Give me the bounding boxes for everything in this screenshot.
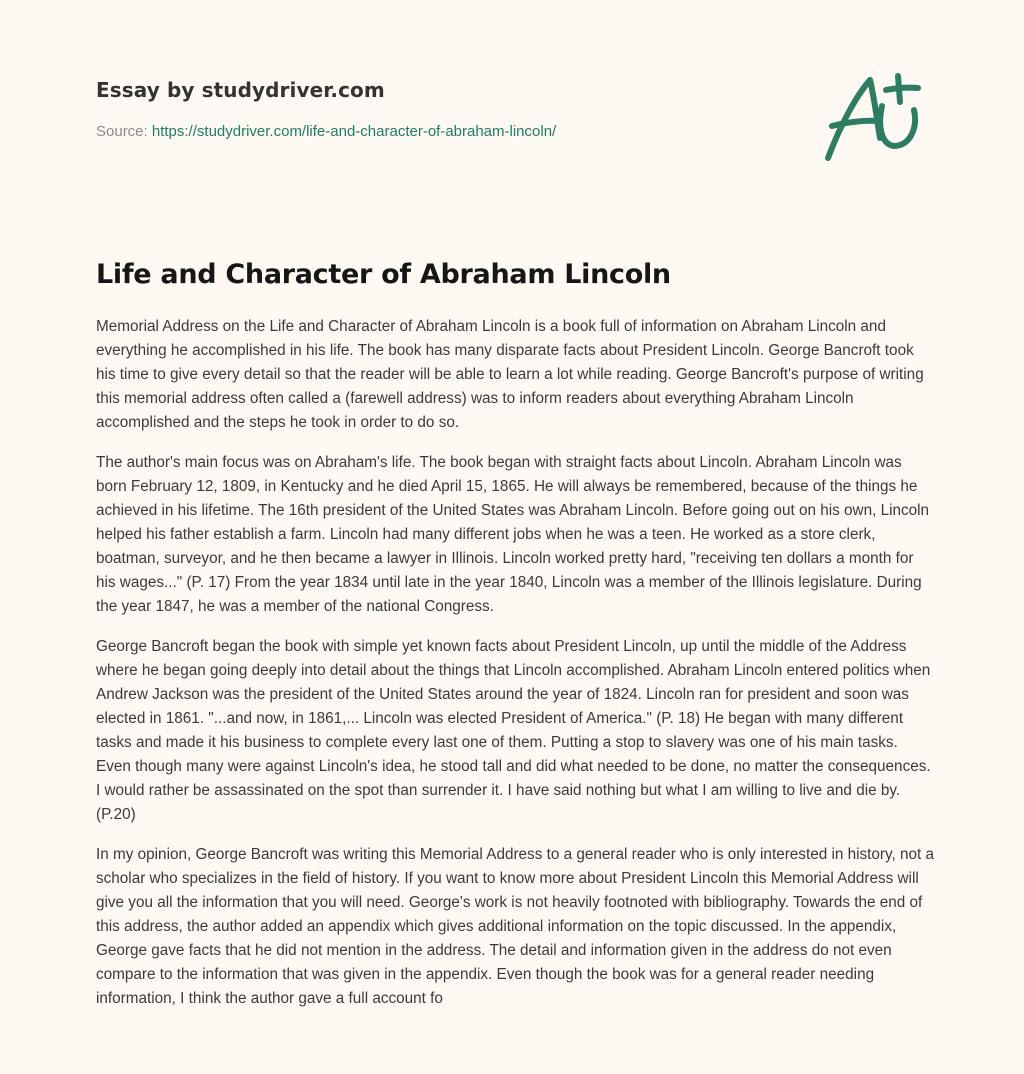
essay-title: Life and Character of Abraham Lincoln <box>96 259 671 290</box>
source-label: Source: <box>96 123 152 140</box>
a-plus-grade-icon <box>818 66 930 166</box>
essay-paragraph: In my opinion, George Bancroft was writing this Memorial Address to a general reader who is only interested in history, not a scholar who specializes in the field of history. If you want to know more about President Lincoln this Memorial Address will give you all the information that you will need. George's work is not heavily footnoted with bibliography. Towards the end of this address, the author added an appendix which gives additional information on the topic discussed. In the appendix, George gave facts that he did not mention in the address. The detail and information given in the address do not even compare to the information that was given in the appendix. Even though the book was for a general reader needing information, I think the author gave a full account fo <box>96 846 935 1007</box>
brand-title: Essay by studydriver.com <box>96 78 385 102</box>
essay-paragraph: The author's main focus was on Abraham's life. The book began with straight facts about Lincoln. Abraham Lincoln was born February 12, 1809, in Kentucky and he died April 15, 1865. He will always be remembered, because of the things he achieved in his lifetime. The 16th president of the United States was Abraham Lincoln. Before going out on his own, Lincoln helped his father establish a farm. Lincoln had many different jobs when he was a teen. He worked as a store clerk, boatman, surveyor, and he then became a lawyer in Illinois. Lincoln worked pretty hard, "receiving ten dollars a month for his wages..." (P. 17) From the year 1834 until late in the year 1840, Lincoln was a member of the Illinois legislature. During the year 1847, he was a member of the national Congress. <box>96 454 930 615</box>
essay-body <box>96 315 936 1027</box>
source-line <box>96 122 796 142</box>
essay-paragraph: Memorial Address on the Life and Character of Abraham Lincoln is a book full of information on Abraham Lincoln and everything he accomplished in his life. The book has many disparate facts about President Lincoln. George Bancroft took his time to give every detail so that the reader will be able to learn a lot while reading. George Bancroft's purpose of writing this memorial address often called a (farewell address) was to inform readers about everything Abraham Lincoln accomplished and the steps he took in order to do so. <box>96 318 924 431</box>
page-header <box>96 76 796 142</box>
source-link[interactable]: https://studydriver.com/life-and-character-of-abraham-lincoln/ <box>151 123 557 140</box>
essay-paragraph: George Bancroft began the book with simple yet known facts about President Lincoln, up until the middle of the Address where he began going deeply into detail about the things that Lincoln accomplished. Abraham Lincoln entered politics when Andrew Jackson was the president of the United States around the year of 1824. Lincoln ran for president and soon was elected in 1861. "...and now, in 1861,... Lincoln was elected President of America." (P. 18) He began with many different tasks and made it his business to complete every last one of them. Putting a stop to slavery was one of his main tasks. Even though many were against Lincoln's idea, he stood tall and did what needed to be done, no matter the consequences. I would rather be assassinated on the spot than surrender it. I have said nothing but what I am willing to live and die by. (P.20) <box>96 638 931 823</box>
